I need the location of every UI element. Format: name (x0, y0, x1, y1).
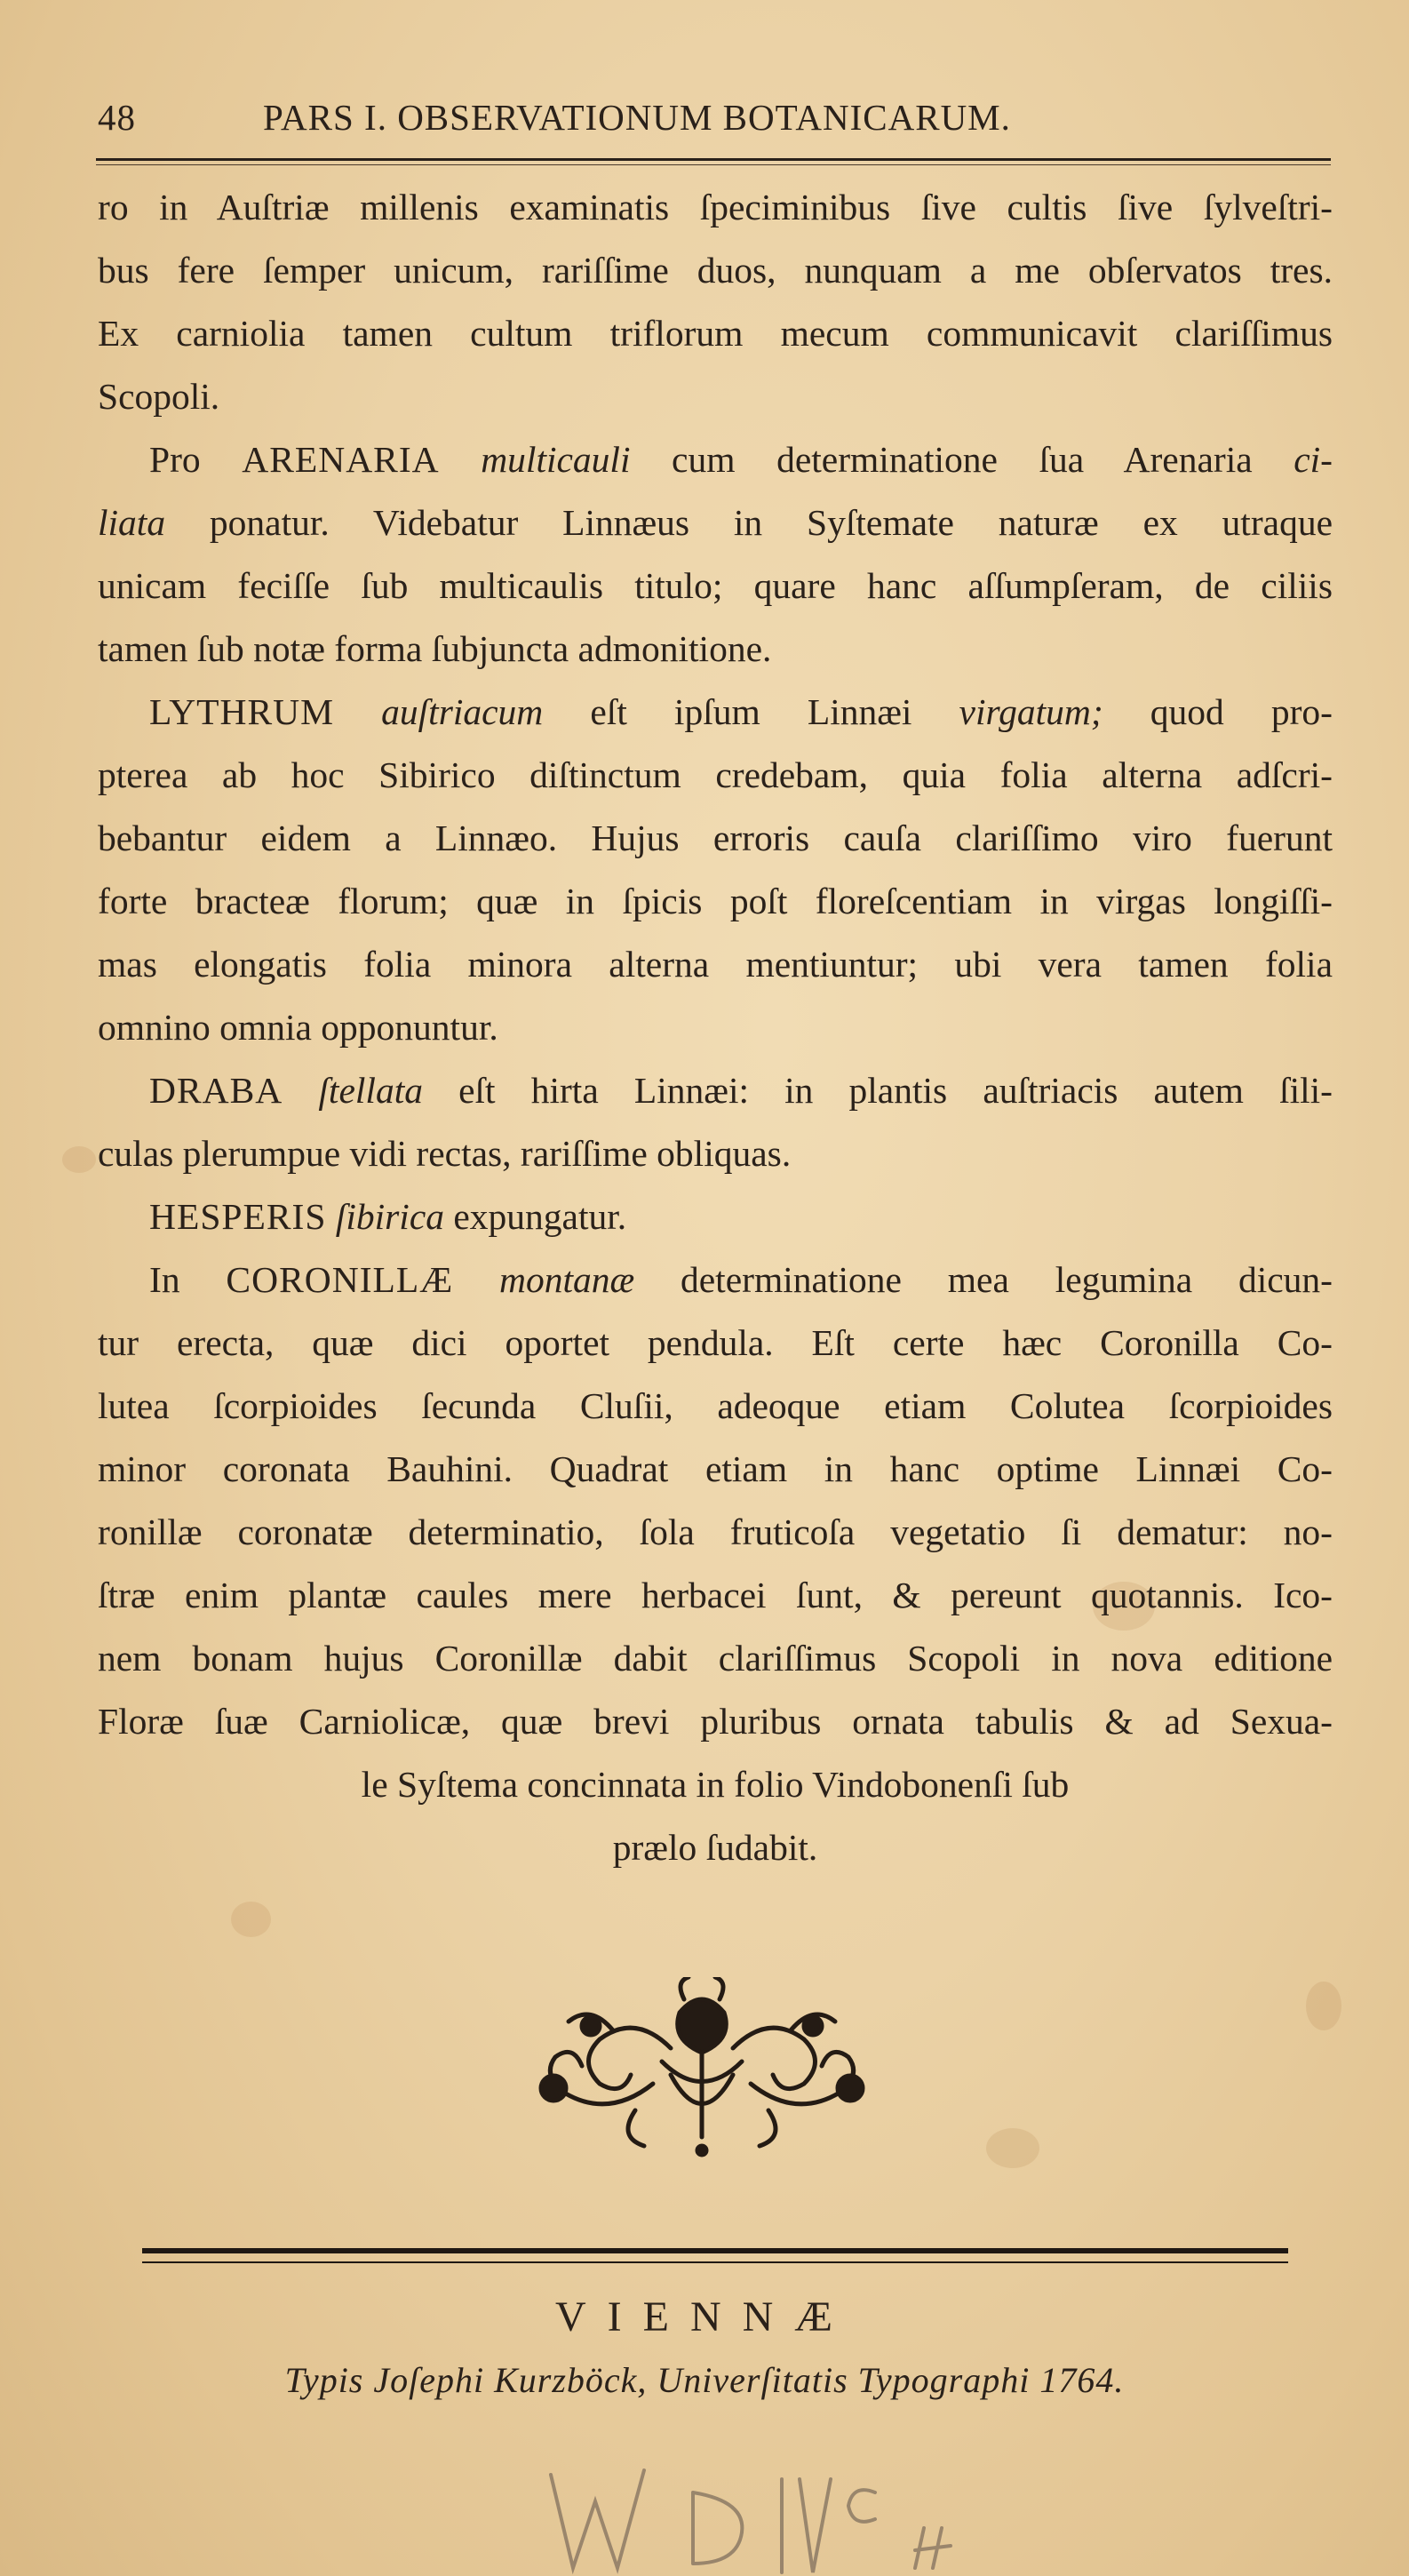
text-run: eſt ipſum Linnæi (543, 691, 959, 732)
text-line (98, 1375, 1333, 1438)
text-line (98, 1185, 1333, 1248)
text-run (453, 1259, 499, 1300)
text-line (98, 491, 1333, 554)
printers-ornament-icon (529, 1977, 875, 2164)
text-run: pterea ab hoc Sibirico diſtinctum credebam, quia folia alterna adſcri- (98, 754, 1333, 795)
text-run: Scopoli. (98, 376, 220, 417)
foxing-spot (62, 1146, 96, 1173)
running-header (96, 96, 1331, 149)
text-line (98, 176, 1333, 239)
text-line (98, 365, 1333, 428)
text-run: Floræ ſuæ Carniolicæ, quæ brevi pluribus ornata tabulis & ad Sexua- (98, 1701, 1333, 1742)
text-run: ro in Auſtriæ millenis examinatis ſpeciminibus ſive cultis ſive ſylveſtri- (98, 187, 1333, 227)
text-line (98, 302, 1333, 365)
text-run: le Syſtema concinnata in folio Vindobonenſi ſub (361, 1764, 1070, 1805)
text-run: lutea ſcorpioides ſecunda Cluſii, adeoque etiam Colutea ſcorpioides (98, 1385, 1333, 1426)
text-run: HESPERIS (149, 1196, 327, 1237)
text-run: bus fere ſemper unicum, rariſſime duos, nunquam a me obſervatos tres. (98, 250, 1333, 291)
text-line (98, 996, 1333, 1059)
foxing-spot (1306, 1982, 1341, 2030)
text-run: quod pro- (1103, 691, 1333, 732)
text-line (98, 1059, 1333, 1122)
text-run: ARENARIA (242, 439, 440, 480)
text-line (98, 807, 1333, 870)
text-line (98, 1753, 1333, 1816)
text-run: determinatione mea legumina dicun- (634, 1259, 1333, 1300)
text-run: ponatur. Videbatur Linnæus in Syſtemate naturæ ex utraque (165, 502, 1333, 543)
text-line (98, 1816, 1333, 1879)
text-line (98, 1501, 1333, 1564)
text-run: forte bracteæ florum; quæ in ſpicis poſt floreſcentiam in virgas longiſſi- (98, 881, 1333, 921)
body-text (98, 176, 1333, 1879)
text-line (98, 1690, 1333, 1753)
italic-run: multicauli (481, 439, 631, 480)
italic-run: ſibirica (335, 1196, 444, 1237)
page-number: 48 (98, 97, 136, 138)
text-run: CORONILLÆ (226, 1259, 454, 1300)
text-run: ſtræ enim plantæ caules mere herbacei ſunt, & pereunt quotannis. Ico- (98, 1575, 1333, 1615)
paragraph (98, 428, 1333, 681)
text-run: Ex carniolia tamen cultum triflorum mecum communicavit clariſſimus (98, 313, 1333, 354)
text-run: Pro (149, 439, 243, 480)
text-run: omnino omnia opponuntur. (98, 1007, 498, 1048)
text-run (283, 1070, 318, 1111)
text-line (98, 1122, 1333, 1185)
header-rule (96, 158, 1331, 161)
text-line (98, 744, 1333, 807)
text-line (98, 1248, 1333, 1312)
text-run: prælo ſudabit. (612, 1827, 818, 1868)
imprint-printer-line: Typis Joſephi Kurzböck, Univerſitatis Typographi 1764. (284, 2360, 1125, 2400)
italic-run: liata (98, 502, 166, 543)
text-line (98, 554, 1333, 618)
text-run: unicam feciſſe ſub multicaulis titulo; quare hanc aſſumpſeram, de ciliis (98, 565, 1333, 606)
text-line (98, 1312, 1333, 1375)
header-rule-thin (96, 164, 1331, 165)
text-run: expungatur. (444, 1196, 627, 1237)
text-run: DRABA (149, 1070, 283, 1111)
text-run: eſt hirta Linnæi: in plantis auſtriacis autem ſili- (422, 1070, 1333, 1111)
text-run: LYTHRUM (149, 691, 335, 732)
italic-run: auſtriacum (381, 691, 544, 732)
text-line (98, 933, 1333, 996)
text-run: nem bonam hujus Coronillæ dabit clariſſimus Scopoli in nova editione (98, 1638, 1333, 1679)
text-run: ronillæ coronatæ determinatio, ſola fruticoſa vegetatio ſi dematur: no- (98, 1511, 1333, 1552)
text-line (98, 1627, 1333, 1690)
text-run: In (149, 1259, 227, 1300)
imprint-city: VIENNÆ (555, 2293, 854, 2341)
italic-run: ſtellata (318, 1070, 423, 1111)
imprint-rule-thick (142, 2248, 1288, 2253)
text-line (98, 1564, 1333, 1627)
text-run: culas plerumpue vidi rectas, rariſſime obliquas. (98, 1133, 792, 1174)
text-line (98, 681, 1333, 744)
text-line (98, 1438, 1333, 1501)
text-run (326, 1196, 335, 1237)
paragraph (98, 681, 1333, 1059)
text-line (98, 870, 1333, 933)
text-run: tamen ſub notæ forma ſubjuncta admonitione. (98, 628, 772, 669)
foxing-spot (231, 1902, 271, 1937)
text-run: cum determinatione ſua Arenaria (630, 439, 1294, 480)
text-line (98, 428, 1333, 491)
paragraph (98, 176, 1333, 428)
paragraph (98, 1059, 1333, 1185)
text-run (334, 691, 381, 732)
text-run (440, 439, 482, 480)
text-run: tur erecta, quæ dici oportet pendula. Eſt certe hæc Coronilla Co- (98, 1322, 1333, 1363)
handwritten-shelfmark-icon (524, 2457, 986, 2576)
italic-run: ci- (1294, 439, 1333, 480)
paragraph (98, 1248, 1333, 1879)
running-title: PARS I. OBSERVATIONUM BOTANICARUM. (263, 97, 1011, 138)
text-line (98, 618, 1333, 681)
italic-run: montanæ (498, 1259, 635, 1300)
paragraph (98, 1185, 1333, 1248)
text-run: bebantur eidem a Linnæo. Hujus erroris cauſa clariſſimo viro fuerunt (98, 817, 1333, 858)
imprint-rule-thin (142, 2261, 1288, 2263)
text-run: minor coronata Bauhini. Quadrat etiam in hanc optime Linnæi Co- (98, 1448, 1333, 1489)
text-line (98, 239, 1333, 302)
foxing-spot (986, 2128, 1039, 2168)
italic-run: virgatum; (959, 691, 1103, 732)
text-run: mas elongatis folia minora alterna mentiuntur; ubi vera tamen folia (98, 944, 1333, 985)
